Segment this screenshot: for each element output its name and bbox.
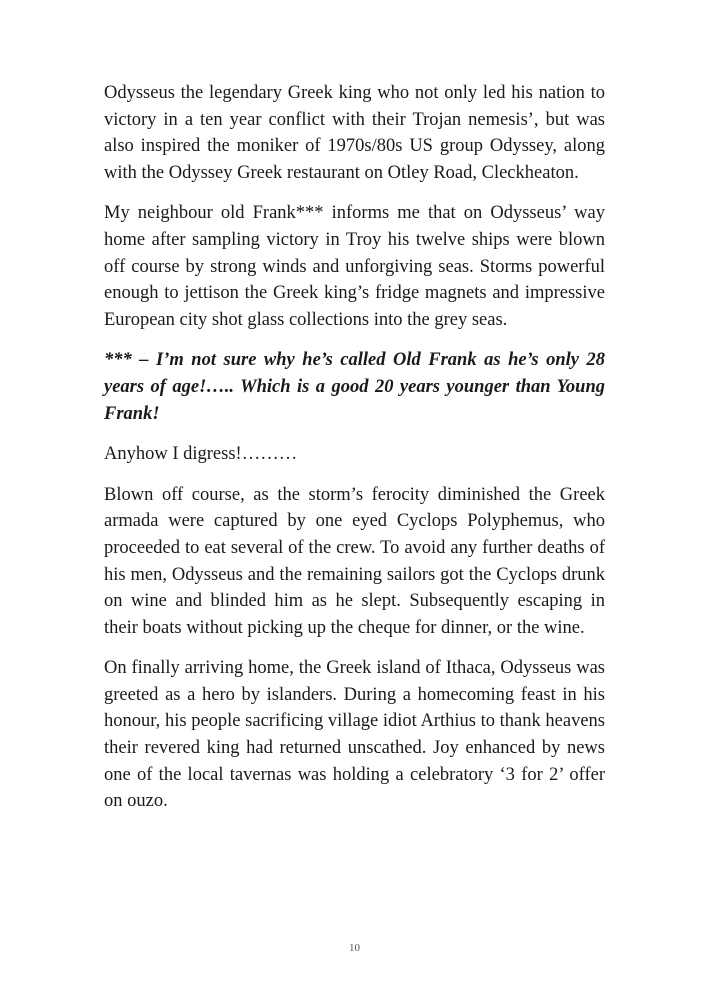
footnote-old-frank: *** – I’m not sure why he’s called Old Frank as he’s only 28 years of age!….. Which is a good 20 years younger than Young Frank! xyxy=(104,350,605,424)
document-page xyxy=(104,80,605,829)
paragraph-digress: Anyhow I digress!……… xyxy=(104,444,298,465)
paragraph-cyclops: Blown off course, as the storm’s ferocity diminished the Greek armada were captured by one eyed Cyclops Polyphemus, who proceeded to eat several of the crew. To avoid any further deaths of his men, Odysseus and the remaining sailors got the Cyclops drunk on wine and blinded him as he slept. Subsequently escaping in their boats without picking up the cheque for dinner, or the wine. xyxy=(104,484,605,638)
paragraph-ithaca: On finally arriving home, the Greek island of Ithaca, Odysseus was greeted as a hero by islanders. During a homecoming feast in his honour, his people sacrificing village idiot Arthius to thank heavens their revered king had returned unscathed. Joy enhanced by news one of the local tavernas was holding a celebratory ‘3 for 2’ offer on ouzo. xyxy=(104,658,605,812)
page-number: 10 xyxy=(349,942,360,954)
paragraph-odysseus-intro: Odysseus the legendary Greek king who not only led his nation to victory in a ten year conflict with their Trojan nemesis’, but was also inspired the moniker of 1970s/80s US group Odyssey, along with the Odyssey Greek restaurant on Otley Road, Cleckheaton. xyxy=(104,83,605,183)
paragraph-old-frank: My neighbour old Frank*** informs me that on Odysseus’ way home after sampling victory in Troy his twelve ships were blown off course by strong winds and unforgiving seas. Storms powerful enough to jettison the Greek king’s fridge magnets and impressive European city shot glass collections into the grey seas. xyxy=(104,203,605,330)
